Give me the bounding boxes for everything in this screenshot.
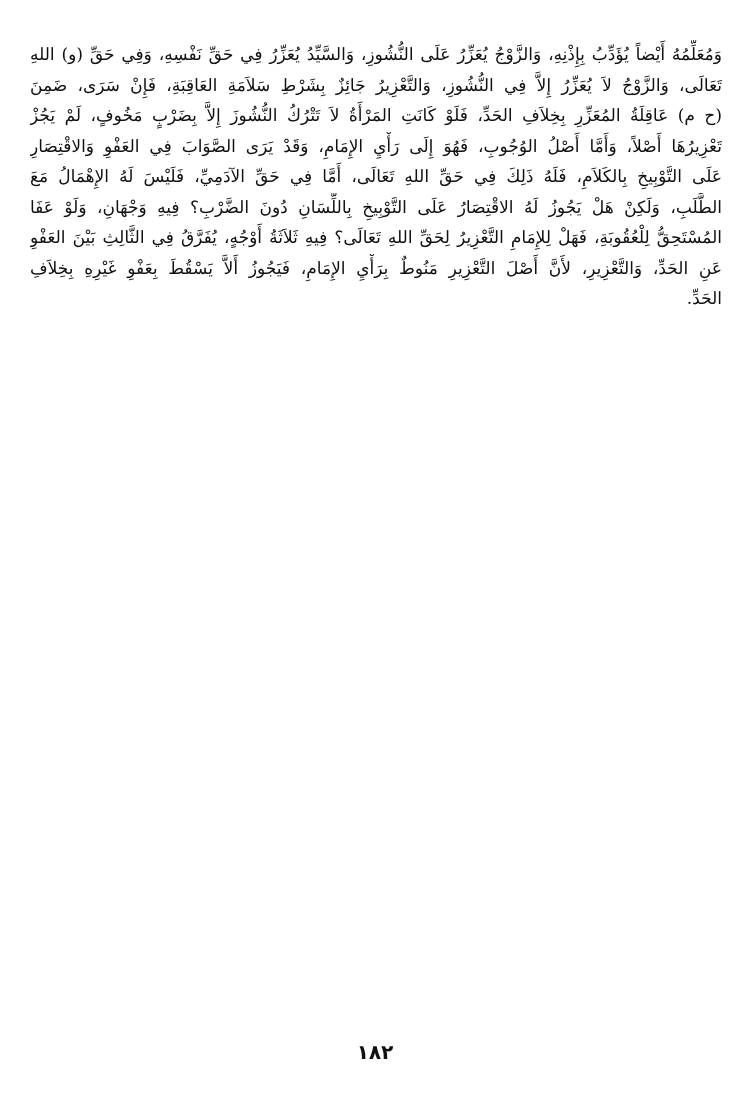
text-line-3: (ح م) عَاقِلَةُ المُعَزِّرِ بِخِلاَفِ الحَدِّ، فَلَوْ كَانَتِ المَرْأَةُ لاَ تَتْرُكُ النُّشُوزَ إِلاَّ بِضَرْبٍ مَخُوفٍ، لَمْ يَجُزْ xyxy=(30,106,722,126)
text-line-9: الحَدِّ. xyxy=(686,289,722,309)
text-line-1: وَمُعَلِّمُهُ أَيْضاً يُؤَدِّبُ بِإِذْنِهِ، وَالزَّوْجُ يُعَزِّرُ عَلَى النُّشُوزِ، وَالسَّيِّدُ يُعَزِّرُ فِي حَقِّ نَفْسِهِ، وَفِي حَقِّ (و) اللهِ xyxy=(30,45,722,65)
page-number: ١٨٢ xyxy=(356,1040,394,1064)
text-line-8: عَنِ الحَدِّ، وَالتَّعْزِيرِ، لأَنَّ أَصْلَ التَّعْزِيرِ مَنُوطٌ بِرَأْيِ الإِمَامِ، فَيَجُوزُ أَلاَّ يَسْقُطَ بِعَفْوِ غَيْرِهِ بِخِلاَفِ xyxy=(30,258,722,279)
text-line-6: الطَّلَبِ، وَلَكِنْ هَلْ يَجُوزُ لَهُ الاقْتِصَارُ عَلَى التَّوْبِيخِ بِاللِّسَانِ دُونَ الضَّرْبِ؟ فِيهِ وَجْهَانِ، وَلَوْ عَفَا xyxy=(30,197,722,218)
text-line-4: تَعْزِيرُهَا أَصْلاً، وَأَمَّا أَصْلُ الوُجُوبِ، فَهُوَ إِلَى رَأْيِ الإِمَامِ، وَقَدْ يَرَى الصَّوَابَ فِي العَفْوِ وَالاقْتِصَارِ xyxy=(30,136,722,157)
text-line-7: المُسْتَحِقُّ لِلْعُقُوبَةِ، فَهَلْ لِلإِمَامِ التَّعْزِيرُ لِحَقِّ اللهِ تَعَالَى؟ فِيهِ ثَلاَثَةُ أَوْجُهٍ، يُفَرَّقُ فِي الثَّالِثِ بَيْنَ العَفْوِ xyxy=(30,228,722,248)
body-text xyxy=(30,40,722,315)
text-line-2: تَعَالَى، وَالزَّوْجُ لاَ يُعَزِّرُ إِلاَّ فِي النُّشُوزِ، وَالتَّعْزِيرُ جَائِزٌ بِشَرْطِ سَلاَمَةِ العَاقِبَةِ، فَإِنْ سَرَى، ضَمِنَ xyxy=(30,75,722,96)
text-line-5: عَلَى التَّوْبِيخِ بِالكَلاَمِ، فَلَهُ ذَلِكَ فِي حَقِّ اللهِ تَعَالَى، أَمَّا فِي حَقِّ الآدَمِيِّ، فَلَيْسَ لَهُ الإِهْمَالُ مَعَ xyxy=(30,167,722,187)
